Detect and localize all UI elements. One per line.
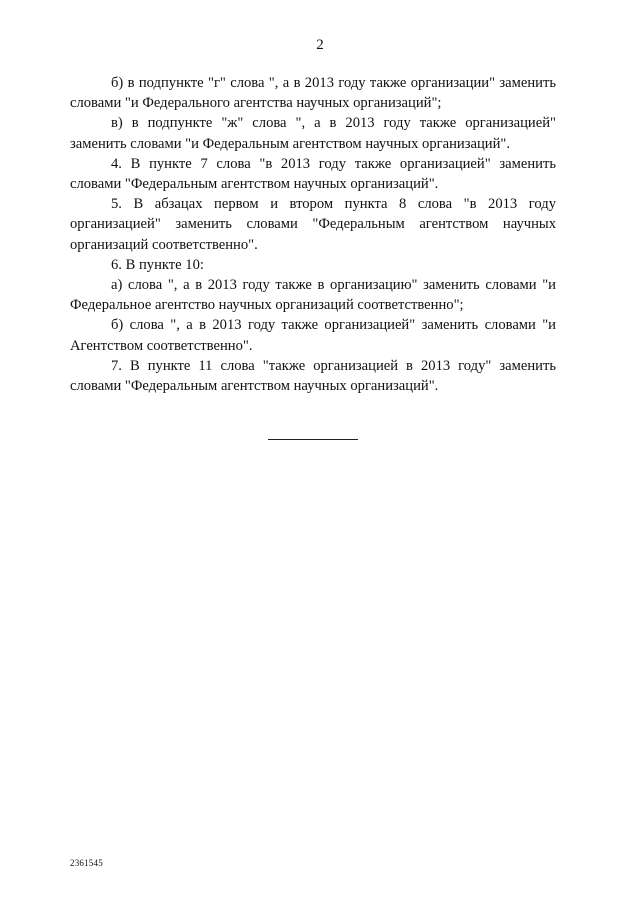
document-code: 2361545 xyxy=(70,858,103,868)
end-separator-line xyxy=(268,439,358,440)
document-body xyxy=(70,73,556,396)
paragraph-item-4: 4. В пункте 7 слова "в 2013 году также организацией" заменить словами "Федеральным агентством научных организаций". xyxy=(70,155,556,193)
paragraph-item-6-b: б) слова ", а в 2013 году также организацией" заменить словами "и Агентством соответственно". xyxy=(70,317,556,354)
paragraph-item-5: 5. В абзацах первом и втором пункта 8 слова "в 2013 году организацией" заменить словами "Федеральным агентством научных организаций соответственно". xyxy=(70,196,556,253)
paragraph-item-7: 7. В пункте 11 слова "также организацией в 2013 году" заменить словами "Федеральным агентством научных организаций". xyxy=(70,357,556,395)
paragraph-b-subpoint-g: б) в подпункте "г" слова ", а в 2013 году также организации" заменить словами "и Федерального агентства научных организаций"; xyxy=(70,75,556,112)
paragraph-v-subpoint-zh: в) в подпункте "ж" слова ", а в 2013 году также организацией" заменить словами "и Федеральным агентством научных организаций". xyxy=(70,115,556,152)
paragraph-item-6: 6. В пункте 10: xyxy=(111,256,204,273)
paragraph-item-6-a: а) слова ", а в 2013 году также в организацию" заменить словами "и Федеральное агентство научных организаций соответственно"; xyxy=(70,277,556,314)
page-number: 2 xyxy=(316,37,324,53)
